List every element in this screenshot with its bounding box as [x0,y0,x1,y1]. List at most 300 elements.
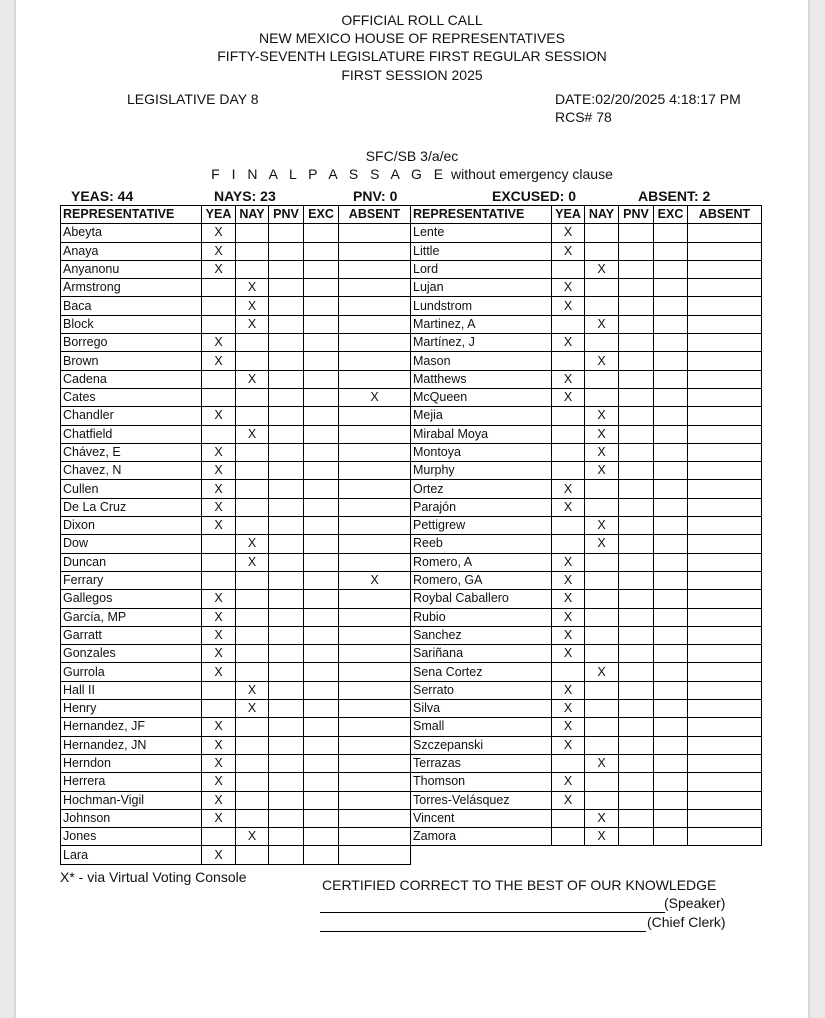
representative-name: Montoya [411,443,552,461]
vote-cell-exc [304,773,339,791]
vote-cell-yea: X [552,681,585,699]
vote-cell-nay [236,498,269,516]
table-row [411,736,762,754]
vote-cell-pnv [269,736,304,754]
table-row [61,645,411,663]
representative-name: Murphy [411,462,552,480]
vote-cell-absent [688,663,762,681]
vote-cell-yea [552,425,585,443]
vote-cell-pnv [619,590,654,608]
vote-cell-absent [688,828,762,846]
representative-name: Romero, GA [411,571,552,589]
representative-name: Szczepanski [411,736,552,754]
representative-name: Little [411,242,552,260]
vote-cell-nay [236,791,269,809]
vote-cell-yea [552,535,585,553]
table-row [61,754,411,772]
bill-action-line [16,165,808,183]
table-header-row [61,206,411,224]
vote-cell-pnv [619,718,654,736]
representative-name: Mason [411,352,552,370]
vote-cell-nay: X [236,553,269,571]
table-row [411,334,762,352]
vote-cell-nay: X [585,352,619,370]
table-row [411,626,762,644]
vote-cell-yea [202,700,236,718]
table-row [411,828,762,846]
representative-name: Small [411,718,552,736]
vote-cell-exc [654,443,688,461]
vote-cell-exc [654,462,688,480]
vote-cell-pnv [269,260,304,278]
table-row [61,224,411,242]
table-row [411,224,762,242]
chamber-title: NEW MEXICO HOUSE OF REPRESENTATIVES [259,30,565,46]
vote-cell-absent [688,553,762,571]
vote-cell-yea: X [202,645,236,663]
representative-name: McQueen [411,388,552,406]
vote-cell-pnv [619,553,654,571]
table-row [411,388,762,406]
vote-cell-pnv [619,626,654,644]
virtual-console-note: X* - via Virtual Voting Console [60,869,247,885]
vote-cell-absent [339,462,411,480]
vote-cell-pnv [269,224,304,242]
speaker-label: (Speaker) [664,895,726,911]
vote-cell-pnv [619,571,654,589]
vote-cell-nay [236,352,269,370]
table-row [411,279,762,297]
table-row [61,260,411,278]
representative-name: Baca [61,297,202,315]
representative-name: Lundstrom [411,297,552,315]
representative-name: Cullen [61,480,202,498]
vote-cell-pnv [619,388,654,406]
vote-cell-nay [585,645,619,663]
vote-cell-nay [236,407,269,425]
vote-cell-absent [688,681,762,699]
legislative-day: LEGISLATIVE DAY 8 [127,91,259,107]
vote-cell-yea: X [552,242,585,260]
vote-cell-yea [552,462,585,480]
vote-cell-yea [552,260,585,278]
vote-cell-absent [339,407,411,425]
vote-cell-nay [585,553,619,571]
table-row [411,681,762,699]
vote-cell-exc [304,480,339,498]
table-row [61,498,411,516]
table-header-row [411,206,762,224]
vote-cell-absent [339,352,411,370]
vote-cell-absent [339,736,411,754]
vote-cell-pnv [619,370,654,388]
vote-cell-yea [552,754,585,772]
vote-cell-nay [585,224,619,242]
vote-cell-nay: X [236,297,269,315]
vote-cell-pnv [269,242,304,260]
vote-cell-pnv [269,279,304,297]
vote-cell-exc [304,663,339,681]
vote-cell-absent [688,736,762,754]
vote-cell-pnv [269,608,304,626]
vote-cell-exc [304,334,339,352]
vote-cell-exc [654,388,688,406]
vote-cell-absent [339,425,411,443]
vote-cell-pnv [269,370,304,388]
vote-cell-nay: X [236,535,269,553]
vote-cell-absent [688,388,762,406]
vote-cell-pnv [269,498,304,516]
vote-cell-pnv [269,828,304,846]
table-row [61,480,411,498]
vote-cell-nay [236,443,269,461]
vote-cell-exc [654,535,688,553]
vote-cell-yea: X [552,297,585,315]
vote-cell-yea: X [202,608,236,626]
representative-name: Matthews [411,370,552,388]
vote-cell-exc [654,425,688,443]
vote-cell-exc [304,571,339,589]
table-row [61,388,411,406]
vote-cell-exc [304,425,339,443]
vote-cell-yea: X [202,224,236,242]
vote-cell-absent [339,535,411,553]
vote-cell-absent [688,242,762,260]
vote-cell-absent [688,279,762,297]
table-row [61,736,411,754]
table-row [411,608,762,626]
vote-cell-nay: X [236,425,269,443]
representative-name: Chandler [61,407,202,425]
table-row [61,297,411,315]
representative-name: Anyanonu [61,260,202,278]
vote-cell-nay: X [585,407,619,425]
vote-cell-exc [304,352,339,370]
total-yeas: YEAS: 44 [71,188,134,204]
representative-name: Vincent [411,809,552,827]
vote-cell-nay [236,736,269,754]
representative-name: Lente [411,224,552,242]
vote-cell-pnv [619,334,654,352]
vote-cell-absent [339,700,411,718]
vote-cell-nay: X [585,260,619,278]
representative-name: Torres-Velásquez [411,791,552,809]
table-row [61,773,411,791]
representative-name: Gonzales [61,645,202,663]
vote-cell-pnv [269,663,304,681]
vote-cell-absent [688,773,762,791]
representative-name: Zamora [411,828,552,846]
representative-name: Silva [411,700,552,718]
vote-cell-pnv [269,645,304,663]
vote-cell-exc [304,370,339,388]
vote-cell-yea: X [202,754,236,772]
table-row [61,718,411,736]
representative-name: Herrera [61,773,202,791]
vote-cell-pnv [269,590,304,608]
vote-cell-nay: X [236,681,269,699]
vote-cell-exc [654,718,688,736]
vote-cell-nay: X [236,315,269,333]
table-row [411,663,762,681]
vote-cell-yea: X [552,388,585,406]
vote-cell-nay [585,498,619,516]
vote-cell-absent: X [339,571,411,589]
vote-cell-exc [304,407,339,425]
representative-name: Brown [61,352,202,370]
representative-name: Martínez, J [411,334,552,352]
vote-cell-yea [202,553,236,571]
vote-cell-nay [585,334,619,352]
vote-cell-yea [202,388,236,406]
col-pnv: PNV [269,206,304,224]
vote-cell-pnv [619,443,654,461]
vote-cell-yea [202,279,236,297]
col-nay: NAY [585,206,619,224]
vote-cell-yea: X [202,590,236,608]
vote-cell-yea: X [552,590,585,608]
vote-cell-pnv [619,608,654,626]
table-row [411,315,762,333]
vote-cell-pnv [619,809,654,827]
col-yea: YEA [552,206,585,224]
table-row [411,645,762,663]
vote-cell-pnv [619,462,654,480]
vote-cell-exc [654,352,688,370]
vote-cell-exc [654,700,688,718]
vote-cell-exc [304,498,339,516]
representative-name: De La Cruz [61,498,202,516]
representative-name: Anaya [61,242,202,260]
vote-cell-pnv [619,297,654,315]
vote-cell-absent [339,443,411,461]
vote-cell-absent [688,517,762,535]
vote-cell-nay [585,791,619,809]
vote-cell-nay [236,754,269,772]
vote-cell-pnv [269,700,304,718]
vote-cell-absent: X [339,388,411,406]
vote-cell-absent [688,718,762,736]
table-row [61,535,411,553]
vote-cell-nay [236,224,269,242]
table-row [61,352,411,370]
vote-cell-yea [202,571,236,589]
representative-name: Mejia [411,407,552,425]
vote-cell-nay: X [585,754,619,772]
representative-name: Herndon [61,754,202,772]
vote-cell-pnv [619,754,654,772]
col-absent: ABSENT [688,206,762,224]
vote-cell-pnv [619,224,654,242]
vote-cell-absent [339,809,411,827]
vote-cell-exc [654,736,688,754]
vote-cell-pnv [269,809,304,827]
table-row [61,462,411,480]
table-row [411,553,762,571]
table-row [411,754,762,772]
vote-cell-absent [688,626,762,644]
representative-name: Block [61,315,202,333]
vote-cell-exc [654,334,688,352]
vote-cell-absent [339,663,411,681]
vote-cell-exc [654,297,688,315]
table-row [61,370,411,388]
vote-cell-pnv [619,700,654,718]
vote-cell-nay: X [585,462,619,480]
vote-cell-exc [304,315,339,333]
vote-cell-nay [236,388,269,406]
col-exc: EXC [654,206,688,224]
vote-cell-absent [339,279,411,297]
col-representative: REPRESENTATIVE [411,206,552,224]
vote-cell-exc [654,809,688,827]
table-row [61,315,411,333]
vote-cell-nay [236,626,269,644]
representative-name: Garratt [61,626,202,644]
representative-name: Chávez, E [61,443,202,461]
chief-clerk-signature-line [320,931,646,932]
table-row [411,791,762,809]
table-row [411,718,762,736]
representative-name: García, MP [61,608,202,626]
vote-cell-pnv [269,626,304,644]
representative-name: Henry [61,700,202,718]
vote-cell-absent [339,224,411,242]
vote-cell-pnv [269,846,304,864]
vote-cell-absent [339,626,411,644]
vote-cell-absent [339,681,411,699]
speaker-signature-line [320,912,665,913]
table-row [61,809,411,827]
vote-cell-nay: X [585,828,619,846]
vote-cell-absent [688,791,762,809]
vote-cell-yea: X [202,334,236,352]
table-row [411,498,762,516]
vote-cell-yea: X [202,626,236,644]
vote-cell-absent [688,260,762,278]
table-row [411,370,762,388]
vote-cell-absent [688,462,762,480]
vote-cell-yea [202,315,236,333]
vote-cell-absent [688,700,762,718]
rcs-number: RCS# 78 [555,109,612,125]
vote-cell-nay: X [236,828,269,846]
vote-cell-exc [304,846,339,864]
vote-cell-yea: X [552,334,585,352]
vote-cell-yea [552,517,585,535]
representative-name: Gurrola [61,663,202,681]
representative-name: Sena Cortez [411,663,552,681]
vote-table-left [60,205,411,865]
vote-cell-absent [339,553,411,571]
representative-name: Armstrong [61,279,202,297]
representative-name: Cates [61,388,202,406]
vote-cell-yea: X [202,809,236,827]
vote-cell-exc [304,224,339,242]
total-pnv: PNV: 0 [353,188,398,204]
representative-name: Terrazas [411,754,552,772]
vote-cell-nay [585,608,619,626]
vote-cell-absent [688,224,762,242]
vote-cell-absent [339,242,411,260]
vote-cell-nay [236,809,269,827]
vote-cell-yea [202,425,236,443]
vote-cell-nay: X [585,315,619,333]
table-row [411,425,762,443]
vote-cell-exc [304,736,339,754]
vote-cell-exc [304,242,339,260]
vote-cell-exc [654,279,688,297]
total-absent: ABSENT: 2 [638,188,711,204]
vote-cell-nay [585,736,619,754]
vote-cell-exc [304,645,339,663]
vote-cell-yea: X [552,791,585,809]
vote-table-right [410,205,762,846]
table-row [61,242,411,260]
table-row [61,846,411,864]
vote-cell-yea [552,407,585,425]
vote-cell-absent [688,407,762,425]
table-row [61,663,411,681]
representative-name: Hernandez, JF [61,718,202,736]
table-row [61,608,411,626]
table-row [411,242,762,260]
vote-cell-yea [202,828,236,846]
vote-cell-exc [304,809,339,827]
vote-cell-yea [552,828,585,846]
representative-name: Duncan [61,553,202,571]
vote-cell-nay [585,571,619,589]
vote-cell-nay [236,260,269,278]
vote-cell-nay: X [585,535,619,553]
col-absent: ABSENT [339,206,411,224]
table-row [61,279,411,297]
bill-qualifier: without emergency clause [451,166,613,182]
representative-name: Dixon [61,517,202,535]
vote-cell-yea: X [202,517,236,535]
vote-cell-exc [654,773,688,791]
vote-cell-pnv [619,260,654,278]
vote-cell-absent [339,773,411,791]
table-row [411,260,762,278]
representative-name: Lara [61,846,202,864]
vote-cell-exc [304,700,339,718]
vote-cell-pnv [269,681,304,699]
vote-cell-nay: X [236,700,269,718]
table-row [411,809,762,827]
vote-cell-exc [654,224,688,242]
vote-cell-nay [236,462,269,480]
vote-cell-nay [236,242,269,260]
vote-cell-yea: X [202,718,236,736]
representative-name: Martinez, A [411,315,552,333]
representative-name: Serrato [411,681,552,699]
vote-cell-nay [585,590,619,608]
vote-cell-yea: X [202,352,236,370]
vote-cell-exc [654,370,688,388]
vote-cell-nay [236,608,269,626]
vote-cell-absent [688,297,762,315]
vote-cell-pnv [619,480,654,498]
table-row [411,443,762,461]
vote-cell-absent [688,608,762,626]
vote-cell-yea [552,443,585,461]
vote-cell-pnv [619,645,654,663]
representative-name: Roybal Caballero [411,590,552,608]
vote-cell-yea [552,352,585,370]
vote-cell-absent [339,828,411,846]
representative-name: Parajón [411,498,552,516]
